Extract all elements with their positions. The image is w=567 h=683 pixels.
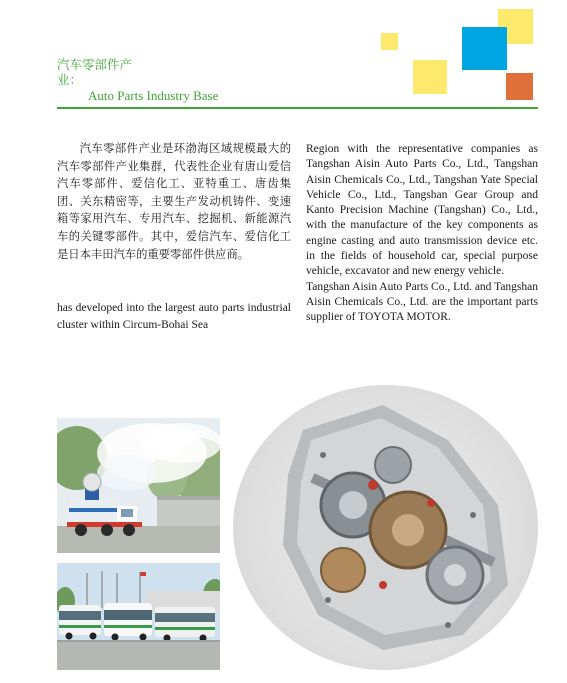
body-text-en-right-p2: Tangshan Aisin Auto Parts Co., Ltd. and Tangshan Aisin Chemicals Co., Ltd. are the important parts supplier of TOYOTA MOTOR. [306, 280, 538, 324]
deco-square-orange [506, 73, 533, 100]
section-title-zh: 汽车零部件产业： [57, 57, 133, 87]
photo-buses-factory [57, 563, 220, 670]
gearbox-illustration [233, 385, 538, 670]
mist-truck-illustration [57, 418, 220, 553]
buses-illustration [57, 563, 220, 670]
body-text-zh: 汽车零部件产业是环渤海区域规模最大的汽车零部件产业集群，代表性企业有唐山爱信汽车零部件、爱信化工、亚特重工、唐齿集团、关东精密等，主要生产发动机铸件、变速箱等家用汽车、专用汽车、挖掘机、新能源汽车的关键零部件。其中，爱信汽车、爱信化工是日本丰田汽车的重要零部件供应商。 [57, 142, 291, 261]
body-text-en-left: has developed into the largest auto parts industrial cluster within Circum-Bohai Sea [57, 302, 291, 331]
section-title-en: Auto Parts Industry Base [88, 88, 219, 103]
deco-square-yellow-mid [413, 60, 447, 94]
deco-square-yellow-small [381, 33, 398, 50]
title-underline [57, 107, 538, 109]
photo-transmission-gearbox [233, 385, 538, 670]
body-text-en-right-p1: Region with the representative companies as Tangshan Aisin Auto Parts Co., Ltd., Tangshan Aisin Chemicals Co., Ltd., Tangshan Yate Special Vehicle Co., Ltd., Tangshan Gear Group and Kanto Precision Machine (Tangshan) Co., Ltd., with the manufacture of the key components as engine casting and auto transmission device etc. in the fields of household car, special purpose vehicle, excavator and new energy vehicle. [306, 143, 538, 278]
body-text-en-right [306, 142, 538, 326]
photo-mist-spray-truck [57, 418, 220, 553]
deco-square-blue [462, 27, 507, 70]
